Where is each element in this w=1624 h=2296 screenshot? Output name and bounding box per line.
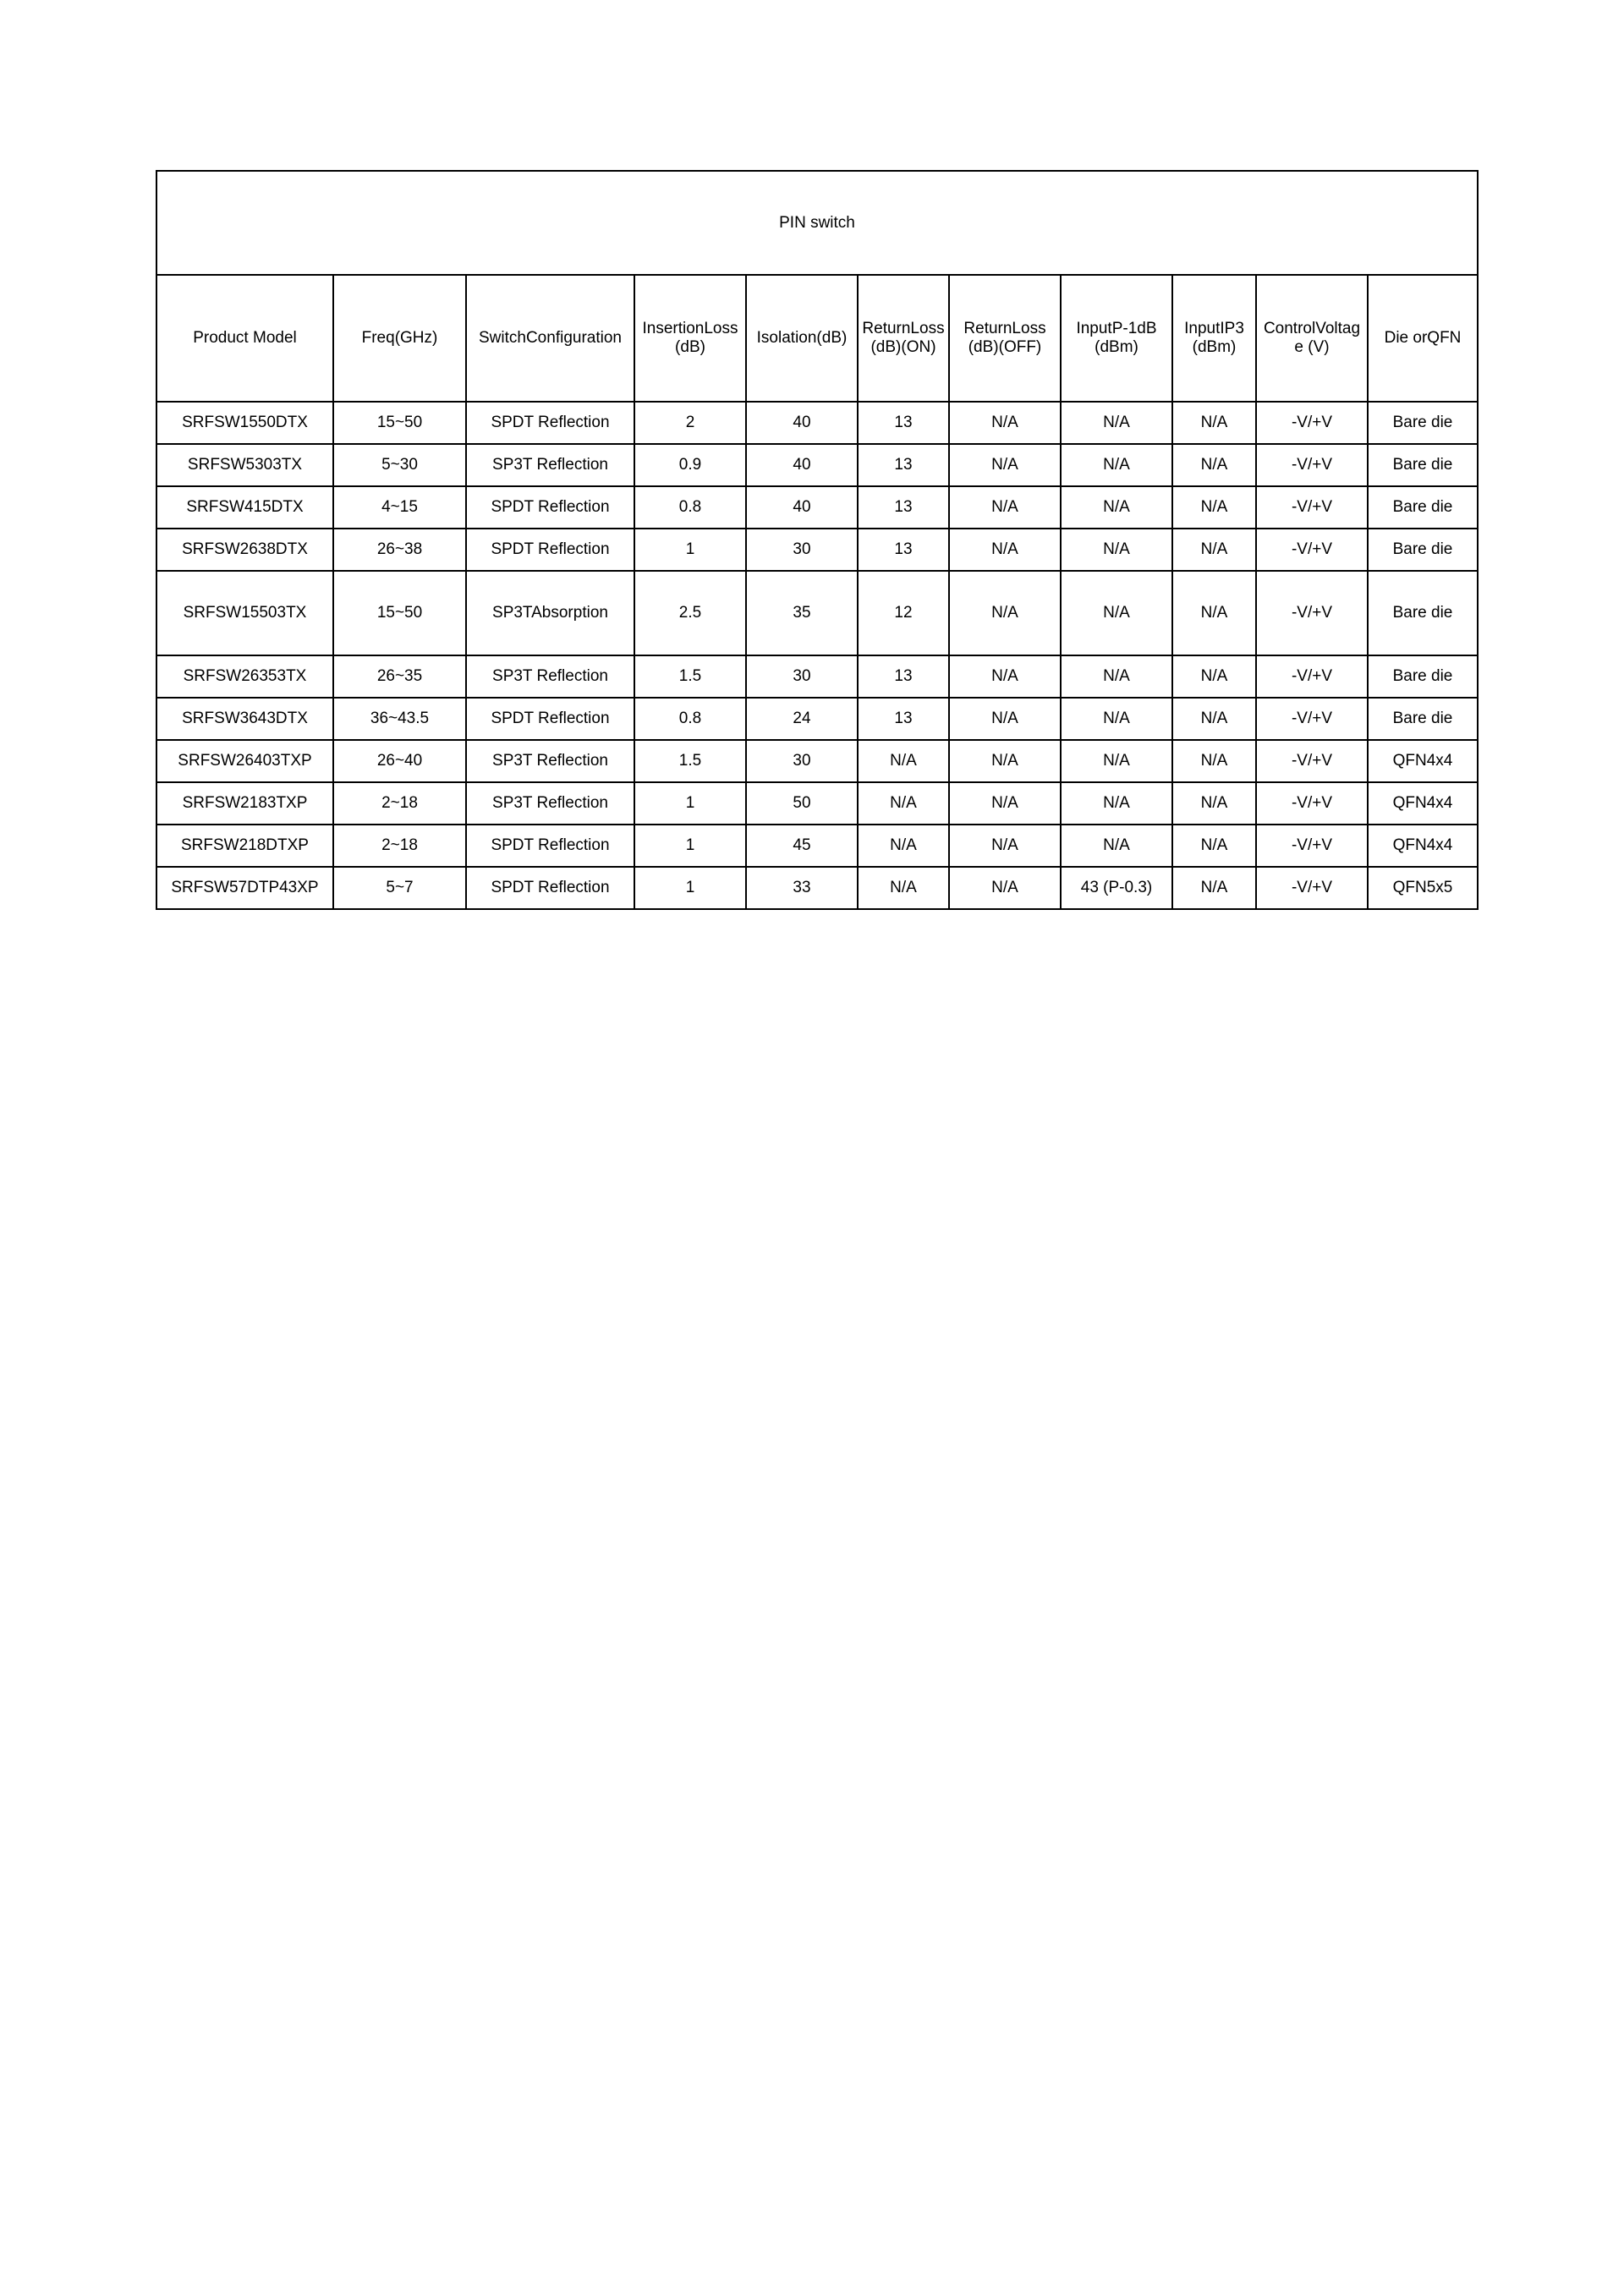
cell-product-model: SRFSW5303TX (156, 444, 333, 486)
header-input-p1db: InputP-1dB (dBm) (1061, 275, 1172, 402)
cell-isolation: 35 (746, 571, 858, 655)
cell-freq: 2~18 (333, 782, 466, 825)
cell-return-loss-on: 13 (858, 444, 949, 486)
cell-return-loss-on: 13 (858, 486, 949, 529)
cell-isolation: 30 (746, 655, 858, 698)
cell-return-loss-off: N/A (949, 486, 1061, 529)
cell-product-model: SRFSW26353TX (156, 655, 333, 698)
header-return-loss-on: ReturnLoss (dB)(ON) (858, 275, 949, 402)
header-control-voltage: ControlVoltag e (V) (1256, 275, 1368, 402)
cell-isolation: 30 (746, 529, 858, 571)
table-title-row (156, 171, 1478, 275)
header-isolation: Isolation(dB) (746, 275, 858, 402)
cell-die-or-qfn: Bare die (1368, 402, 1478, 444)
cell-switch-configuration: SP3TAbsorption (466, 571, 634, 655)
cell-isolation: 33 (746, 867, 858, 909)
cell-freq: 2~18 (333, 825, 466, 867)
cell-return-loss-off: N/A (949, 825, 1061, 867)
cell-die-or-qfn: Bare die (1368, 571, 1478, 655)
cell-insertion-loss: 0.8 (634, 698, 746, 740)
cell-product-model: SRFSW26403TXP (156, 740, 333, 782)
cell-switch-configuration: SP3T Reflection (466, 740, 634, 782)
cell-freq: 15~50 (333, 571, 466, 655)
cell-die-or-qfn: Bare die (1368, 655, 1478, 698)
cell-switch-configuration: SPDT Reflection (466, 867, 634, 909)
cell-control-voltage: -V/+V (1256, 825, 1368, 867)
cell-switch-configuration: SP3T Reflection (466, 444, 634, 486)
cell-return-loss-on: N/A (858, 740, 949, 782)
cell-input-ip3: N/A (1172, 782, 1256, 825)
cell-insertion-loss: 1.5 (634, 740, 746, 782)
cell-return-loss-on: N/A (858, 867, 949, 909)
header-switch-configuration: SwitchConfiguration (466, 275, 634, 402)
cell-return-loss-on: 13 (858, 655, 949, 698)
cell-input-ip3: N/A (1172, 698, 1256, 740)
cell-freq: 26~40 (333, 740, 466, 782)
cell-input-p1db: 43 (P-0.3) (1061, 867, 1172, 909)
cell-return-loss-off: N/A (949, 402, 1061, 444)
cell-die-or-qfn: QFN5x5 (1368, 867, 1478, 909)
cell-return-loss-on: N/A (858, 825, 949, 867)
cell-input-p1db: N/A (1061, 655, 1172, 698)
cell-return-loss-on: 13 (858, 698, 949, 740)
cell-product-model: SRFSW2638DTX (156, 529, 333, 571)
header-freq: Freq(GHz) (333, 275, 466, 402)
cell-insertion-loss: 2 (634, 402, 746, 444)
cell-input-ip3: N/A (1172, 740, 1256, 782)
cell-die-or-qfn: Bare die (1368, 529, 1478, 571)
cell-return-loss-off: N/A (949, 444, 1061, 486)
cell-insertion-loss: 2.5 (634, 571, 746, 655)
cell-return-loss-off: N/A (949, 529, 1061, 571)
cell-input-p1db: N/A (1061, 486, 1172, 529)
cell-control-voltage: -V/+V (1256, 782, 1368, 825)
cell-input-ip3: N/A (1172, 486, 1256, 529)
pin-switch-table (156, 170, 1479, 910)
cell-product-model: SRFSW415DTX (156, 486, 333, 529)
cell-die-or-qfn: QFN4x4 (1368, 740, 1478, 782)
cell-insertion-loss: 1 (634, 867, 746, 909)
header-product-model: Product Model (156, 275, 333, 402)
cell-die-or-qfn: QFN4x4 (1368, 825, 1478, 867)
cell-input-p1db: N/A (1061, 825, 1172, 867)
cell-return-loss-on: 13 (858, 402, 949, 444)
cell-input-ip3: N/A (1172, 867, 1256, 909)
cell-control-voltage: -V/+V (1256, 740, 1368, 782)
cell-input-p1db: N/A (1061, 698, 1172, 740)
table-row (156, 655, 1478, 698)
cell-control-voltage: -V/+V (1256, 529, 1368, 571)
cell-input-p1db: N/A (1061, 529, 1172, 571)
cell-control-voltage: -V/+V (1256, 402, 1368, 444)
cell-product-model: SRFSW15503TX (156, 571, 333, 655)
table-row (156, 529, 1478, 571)
cell-insertion-loss: 1 (634, 782, 746, 825)
cell-switch-configuration: SPDT Reflection (466, 402, 634, 444)
cell-freq: 5~7 (333, 867, 466, 909)
table-row (156, 867, 1478, 909)
cell-insertion-loss: 1 (634, 529, 746, 571)
table-row (156, 402, 1478, 444)
cell-return-loss-off: N/A (949, 655, 1061, 698)
cell-freq: 36~43.5 (333, 698, 466, 740)
table-row (156, 740, 1478, 782)
cell-return-loss-on: 12 (858, 571, 949, 655)
cell-insertion-loss: 0.8 (634, 486, 746, 529)
cell-insertion-loss: 1 (634, 825, 746, 867)
cell-die-or-qfn: Bare die (1368, 486, 1478, 529)
cell-return-loss-on: N/A (858, 782, 949, 825)
cell-isolation: 40 (746, 402, 858, 444)
cell-isolation: 24 (746, 698, 858, 740)
cell-product-model: SRFSW218DTXP (156, 825, 333, 867)
cell-control-voltage: -V/+V (1256, 571, 1368, 655)
cell-switch-configuration: SPDT Reflection (466, 486, 634, 529)
cell-return-loss-off: N/A (949, 867, 1061, 909)
cell-control-voltage: -V/+V (1256, 655, 1368, 698)
cell-return-loss-off: N/A (949, 740, 1061, 782)
cell-product-model: SRFSW1550DTX (156, 402, 333, 444)
cell-isolation: 50 (746, 782, 858, 825)
header-input-ip3: InputIP3 (dBm) (1172, 275, 1256, 402)
cell-input-ip3: N/A (1172, 444, 1256, 486)
cell-switch-configuration: SPDT Reflection (466, 529, 634, 571)
cell-input-ip3: N/A (1172, 402, 1256, 444)
table-title: PIN switch (156, 171, 1478, 275)
cell-input-p1db: N/A (1061, 444, 1172, 486)
cell-input-ip3: N/A (1172, 825, 1256, 867)
cell-die-or-qfn: Bare die (1368, 698, 1478, 740)
table-row (156, 571, 1478, 655)
table-row (156, 825, 1478, 867)
header-return-loss-off: ReturnLoss (dB)(OFF) (949, 275, 1061, 402)
header-die-or-qfn: Die orQFN (1368, 275, 1478, 402)
table-header-row (156, 275, 1478, 402)
table-row (156, 782, 1478, 825)
cell-return-loss-off: N/A (949, 698, 1061, 740)
cell-product-model: SRFSW57DTP43XP (156, 867, 333, 909)
cell-freq: 4~15 (333, 486, 466, 529)
cell-freq: 26~38 (333, 529, 466, 571)
cell-input-ip3: N/A (1172, 571, 1256, 655)
cell-input-p1db: N/A (1061, 571, 1172, 655)
cell-input-p1db: N/A (1061, 782, 1172, 825)
header-insertion-loss: InsertionLoss (dB) (634, 275, 746, 402)
table-row (156, 698, 1478, 740)
cell-switch-configuration: SP3T Reflection (466, 655, 634, 698)
cell-input-ip3: N/A (1172, 655, 1256, 698)
cell-freq: 26~35 (333, 655, 466, 698)
cell-insertion-loss: 0.9 (634, 444, 746, 486)
cell-freq: 15~50 (333, 402, 466, 444)
cell-isolation: 30 (746, 740, 858, 782)
cell-isolation: 45 (746, 825, 858, 867)
cell-insertion-loss: 1.5 (634, 655, 746, 698)
cell-switch-configuration: SP3T Reflection (466, 782, 634, 825)
cell-freq: 5~30 (333, 444, 466, 486)
table-row (156, 486, 1478, 529)
cell-control-voltage: -V/+V (1256, 867, 1368, 909)
cell-switch-configuration: SPDT Reflection (466, 825, 634, 867)
cell-input-p1db: N/A (1061, 402, 1172, 444)
cell-return-loss-off: N/A (949, 782, 1061, 825)
cell-return-loss-off: N/A (949, 571, 1061, 655)
cell-isolation: 40 (746, 444, 858, 486)
cell-die-or-qfn: Bare die (1368, 444, 1478, 486)
cell-input-p1db: N/A (1061, 740, 1172, 782)
cell-return-loss-on: 13 (858, 529, 949, 571)
cell-product-model: SRFSW2183TXP (156, 782, 333, 825)
cell-isolation: 40 (746, 486, 858, 529)
cell-switch-configuration: SPDT Reflection (466, 698, 634, 740)
table-row (156, 444, 1478, 486)
cell-control-voltage: -V/+V (1256, 698, 1368, 740)
cell-control-voltage: -V/+V (1256, 486, 1368, 529)
cell-input-ip3: N/A (1172, 529, 1256, 571)
cell-product-model: SRFSW3643DTX (156, 698, 333, 740)
cell-die-or-qfn: QFN4x4 (1368, 782, 1478, 825)
cell-control-voltage: -V/+V (1256, 444, 1368, 486)
